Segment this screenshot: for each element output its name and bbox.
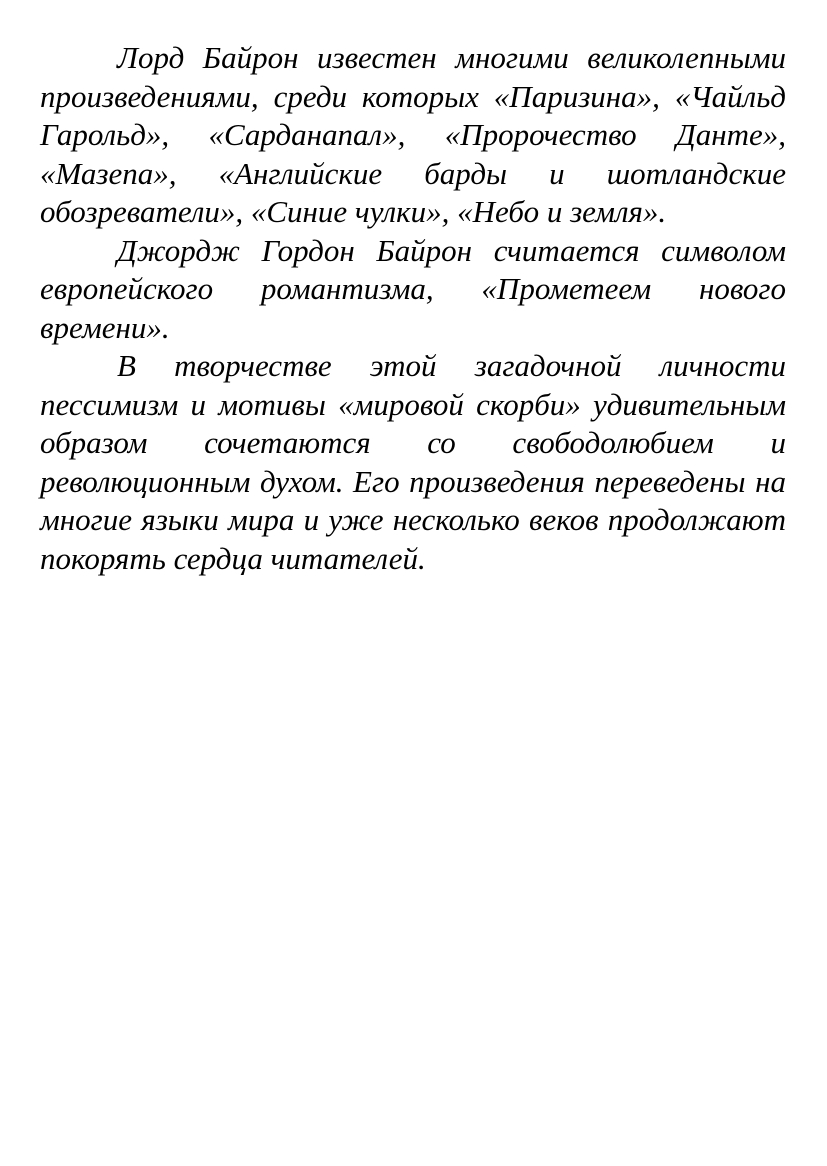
document-body	[40, 39, 786, 578]
paragraph-byron-romanticism: Джордж Гордон Байрон считается символом европейского романтизма, «Прометеем нового времени».	[40, 232, 786, 345]
paragraph-byron-legacy: В творчестве этой загадочной личности пессимизм и мотивы «мировой скорби» удивительным образом сочетаются со свободолюбием и революционным духом. Его произведения переведены на многие языки мира и уже несколько веков продолжают покорять сердца читателей.	[40, 348, 786, 576]
paragraph-byron-works: Лорд Байрон известен многими великолепными произведениями, среди которых «Паризина», «Чайльд Гарольд», «Сарданапал», «Пророчество Данте», «Мазепа», «Английские барды и шотландские обозреватели», «Синие чулки», «Небо и земля».	[40, 40, 786, 229]
